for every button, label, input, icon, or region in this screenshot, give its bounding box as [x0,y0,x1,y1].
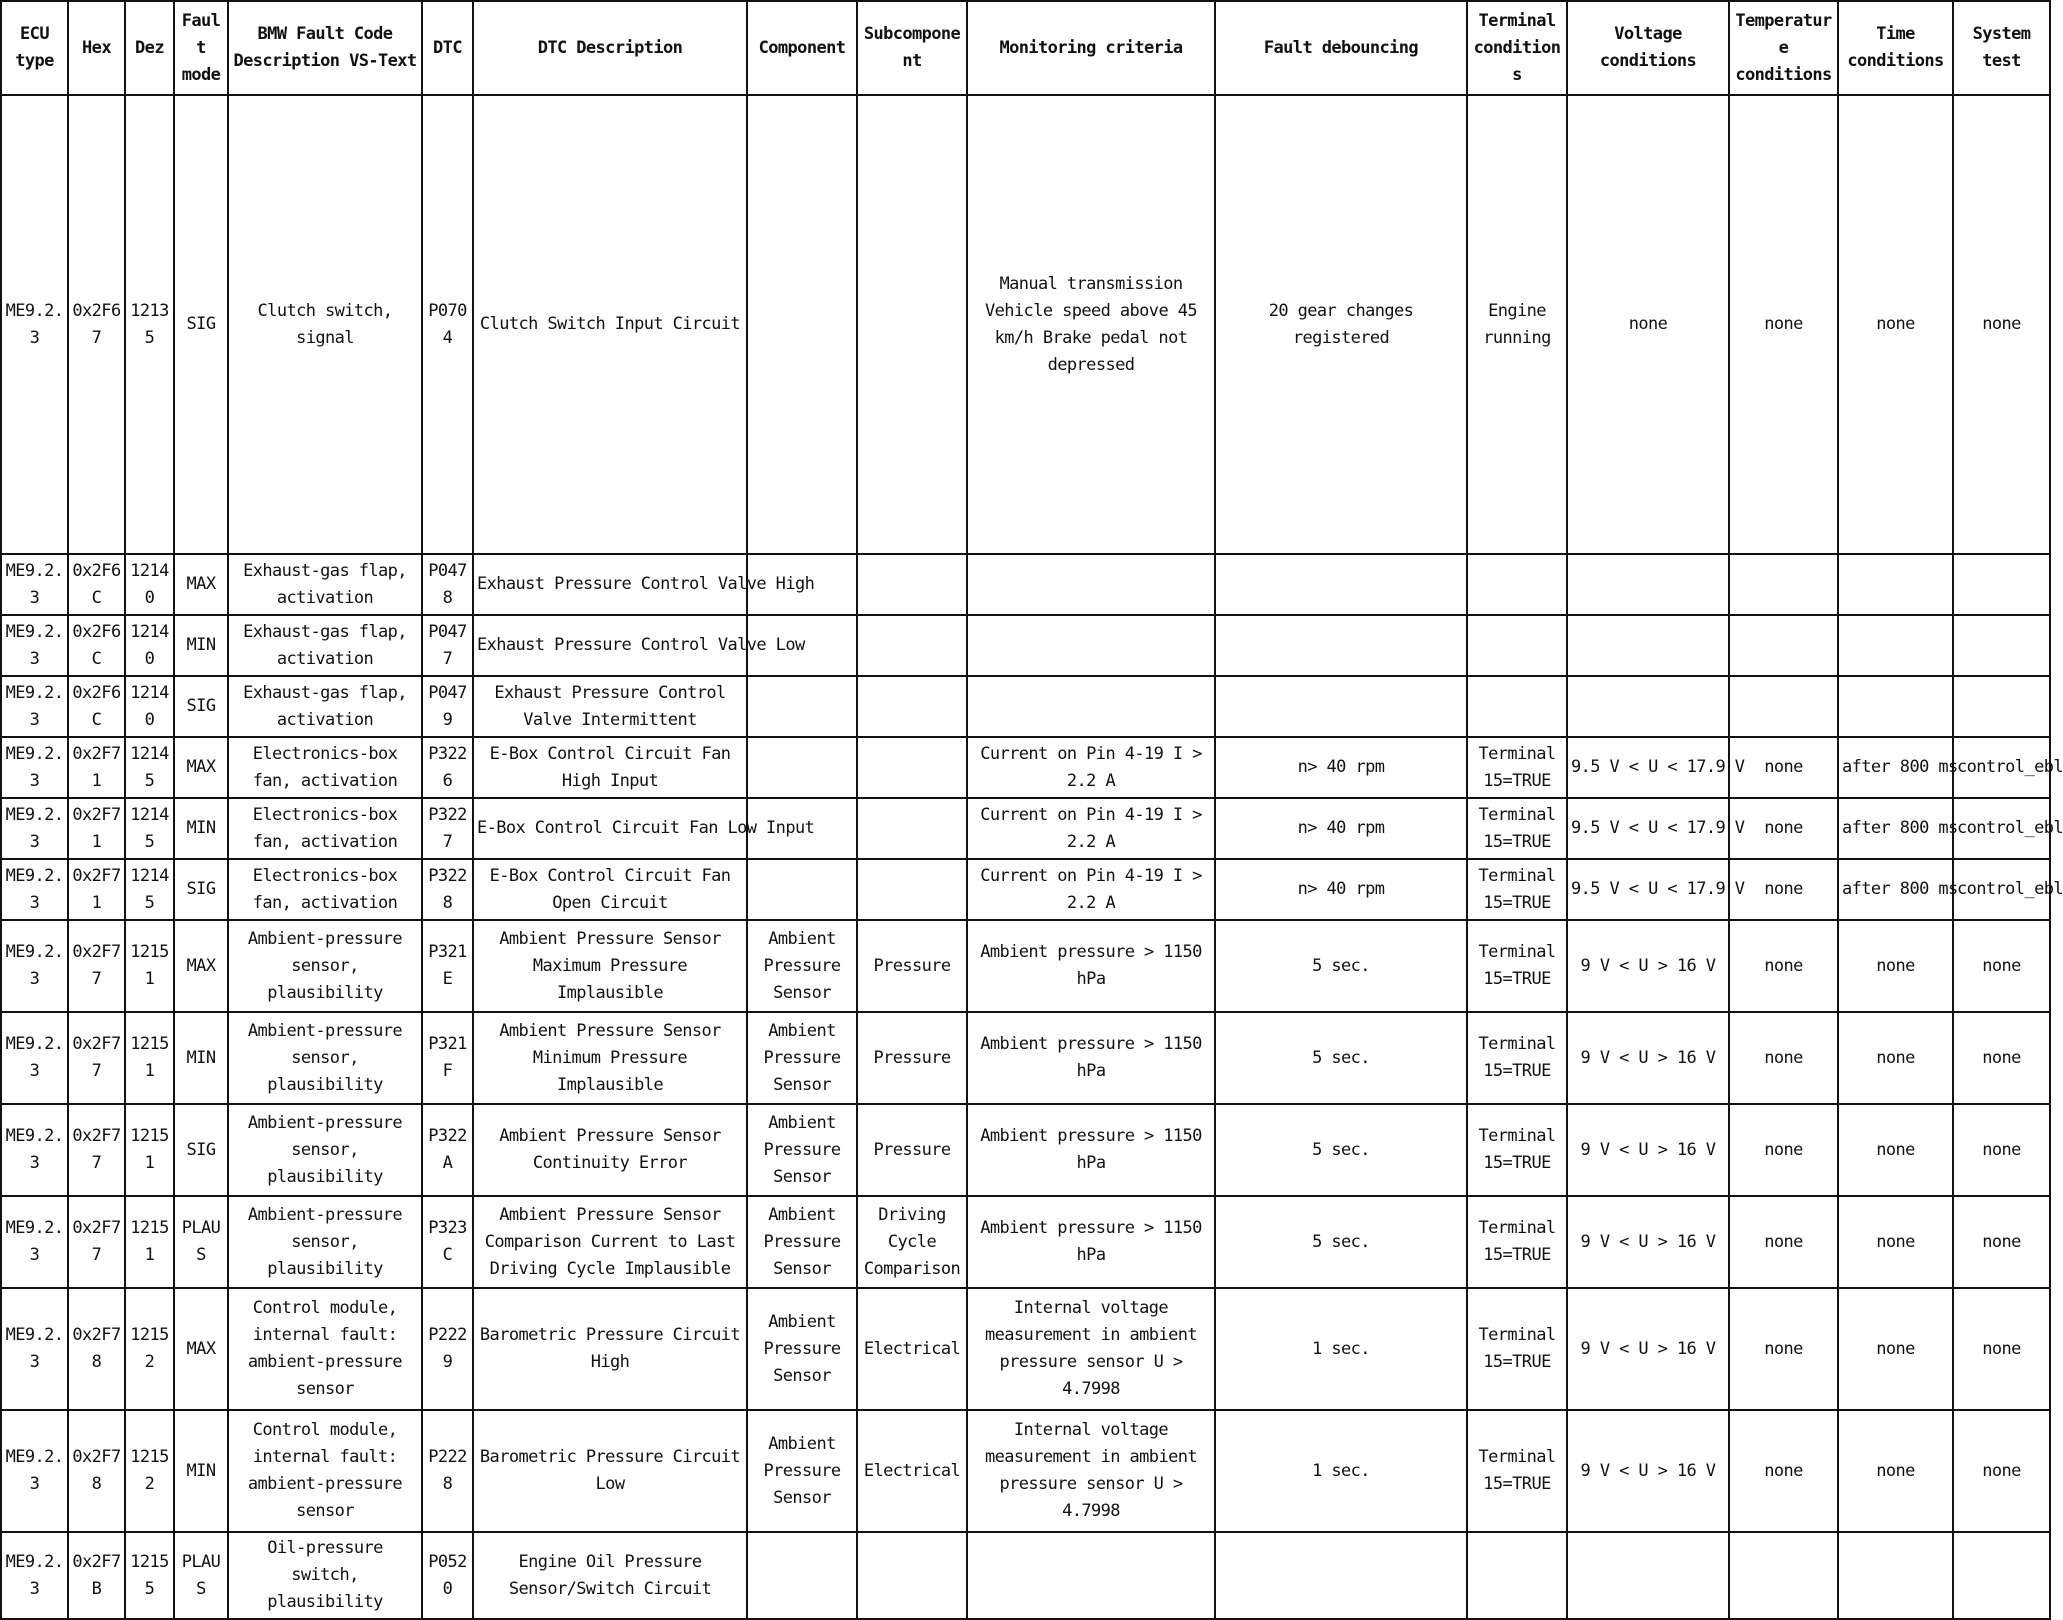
cell-bmw-description: Electronics-box fan, activation [228,798,422,859]
cell-ecu-type: ME9.2.3 [1,920,68,1012]
cell-fault-debouncing: n> 40 rpm [1215,737,1467,798]
cell-dez: 12151 [125,1196,174,1288]
cell-subcomponent [857,95,967,554]
cell-dez: 12151 [125,1104,174,1196]
cell-fault-debouncing: 1 sec. [1215,1410,1467,1532]
cell-terminal-conditions: Terminal 15=TRUE [1467,798,1567,859]
header-row [1,1,2050,95]
cell-dez: 12140 [125,615,174,676]
cell-dez: 12152 [125,1288,174,1410]
cell-ecu-type: ME9.2.3 [1,1410,68,1532]
cell-dtc-description: E-Box Control Circuit Fan Low Input [473,798,747,859]
cell-dtc: P323C [422,1196,473,1288]
cell-system-test: none [1953,920,2050,1012]
cell-system-test [1953,1532,2050,1619]
cell-terminal-conditions: Terminal 15=TRUE [1467,1196,1567,1288]
cell-monitoring-criteria: Ambient pressure > 1150 hPa [967,1196,1215,1288]
cell-fault-mode: MAX [174,1288,228,1410]
cell-system-test: none [1953,1410,2050,1532]
cell-terminal-conditions [1467,615,1567,676]
cell-dtc-description: Ambient Pressure Sensor Comparison Current to Last Driving Cycle Implausible [473,1196,747,1288]
table-row [1,1288,2050,1410]
table-row [1,920,2050,1012]
header-component: Component [747,1,857,95]
cell-temperature-conditions: none [1729,1196,1838,1288]
cell-time-conditions: after 800 ms [1838,737,1953,798]
cell-temperature-conditions: none [1729,95,1838,554]
cell-hex: 0x2F67 [68,95,125,554]
cell-time-conditions: none [1838,1012,1953,1104]
cell-system-test [1953,676,2050,737]
cell-ecu-type: ME9.2.3 [1,554,68,615]
cell-voltage-conditions: 9 V < U > 16 V [1567,1288,1729,1410]
cell-dez: 12145 [125,798,174,859]
cell-voltage-conditions [1567,676,1729,737]
cell-terminal-conditions: Terminal 15=TRUE [1467,920,1567,1012]
cell-fault-mode: MIN [174,615,228,676]
header-monitoring-criteria: Monitoring criteria [967,1,1215,95]
cell-fault-debouncing [1215,615,1467,676]
cell-temperature-conditions [1729,676,1838,737]
cell-terminal-conditions [1467,676,1567,737]
cell-dtc-description: Engine Oil Pressure Sensor/Switch Circuit [473,1532,747,1619]
cell-dez: 12155 [125,1532,174,1619]
cell-dez: 12145 [125,737,174,798]
cell-time-conditions: none [1838,95,1953,554]
cell-dtc-description: Ambient Pressure Sensor Minimum Pressure Implausible [473,1012,747,1104]
cell-component [747,676,857,737]
cell-subcomponent [857,615,967,676]
cell-voltage-conditions: 9 V < U > 16 V [1567,920,1729,1012]
cell-ecu-type: ME9.2.3 [1,676,68,737]
cell-ecu-type: ME9.2.3 [1,95,68,554]
cell-component: Ambient Pressure Sensor [747,1410,857,1532]
header-voltage-conditions: Voltage conditions [1567,1,1729,95]
table-body [1,95,2063,1619]
cell-fault-mode: SIG [174,1104,228,1196]
cell-voltage-conditions [1567,615,1729,676]
cell-subcomponent: Pressure [857,920,967,1012]
cell-ecu-type: ME9.2.3 [1,798,68,859]
cell-subcomponent [857,1532,967,1619]
cell-dtc: P3227 [422,798,473,859]
cell-time-conditions [1838,554,1953,615]
header-fault-debouncing: Fault debouncing [1215,1,1467,95]
cell-bmw-description: Ambient-pressure sensor, plausibility [228,1104,422,1196]
cell-time-conditions [1838,615,1953,676]
cell-time-conditions: none [1838,920,1953,1012]
cell-monitoring-criteria: Current on Pin 4-19 I > 2.2 A [967,737,1215,798]
cell-fault-debouncing [1215,1532,1467,1619]
cell-monitoring-criteria: Manual transmission Vehicle speed above 45 km/h Brake pedal not depressed [967,95,1215,554]
cell-terminal-conditions: Terminal 15=TRUE [1467,859,1567,920]
cell-fault-debouncing [1215,554,1467,615]
cell-temperature-conditions: none [1729,1288,1838,1410]
cell-time-conditions: none [1838,1196,1953,1288]
cell-ecu-type: ME9.2.3 [1,1104,68,1196]
cell-bmw-description: Electronics-box fan, activation [228,859,422,920]
cell-subcomponent [857,676,967,737]
cell-monitoring-criteria [967,1532,1215,1619]
header-fault-mode: Fault mode [174,1,228,95]
cell-subcomponent [857,554,967,615]
cell-voltage-conditions: 9.5 V < U < 17.9 V [1567,859,1729,920]
cell-dtc-description: Ambient Pressure Sensor Maximum Pressure Implausible [473,920,747,1012]
cell-subcomponent: Driving Cycle Comparison [857,1196,967,1288]
cell-dtc: P3226 [422,737,473,798]
cell-monitoring-criteria: Ambient pressure > 1150 hPa [967,1104,1215,1196]
cell-dtc: P0477 [422,615,473,676]
cell-hex: 0x2F6C [68,676,125,737]
cell-system-test: none [1953,95,2050,554]
header-bmw-description: BMW Fault Code Description VS-Text [228,1,422,95]
cell-dtc-description: Barometric Pressure Circuit High [473,1288,747,1410]
cell-component [747,95,857,554]
cell-hex: 0x2F71 [68,859,125,920]
cell-temperature-conditions: none [1729,1410,1838,1532]
cell-dtc: P0704 [422,95,473,554]
cell-subcomponent: Pressure [857,1012,967,1104]
cell-monitoring-criteria [967,554,1215,615]
cell-dtc-description: E-Box Control Circuit Fan High Input [473,737,747,798]
cell-bmw-description: Oil-pressure switch, plausibility [228,1532,422,1619]
cell-component [747,1532,857,1619]
cell-monitoring-criteria: Internal voltage measurement in ambient pressure sensor U > 4.7998 [967,1288,1215,1410]
cell-fault-debouncing: 5 sec. [1215,920,1467,1012]
cell-subcomponent [857,798,967,859]
cell-subcomponent [857,859,967,920]
cell-fault-debouncing: 5 sec. [1215,1196,1467,1288]
header-dez: Dez [125,1,174,95]
cell-dtc-description: Exhaust Pressure Control Valve Low [473,615,747,676]
table-row [1,798,2050,859]
cell-terminal-conditions [1467,1532,1567,1619]
cell-terminal-conditions: Terminal 15=TRUE [1467,1410,1567,1532]
cell-bmw-description: Exhaust-gas flap, activation [228,554,422,615]
table-row [1,1012,2050,1104]
cell-temperature-conditions [1729,615,1838,676]
table-row [1,1532,2050,1619]
cell-dtc-description: Barometric Pressure Circuit Low [473,1410,747,1532]
cell-system-test [1953,615,2050,676]
cell-subcomponent [857,737,967,798]
cell-hex: 0x2F7B [68,1532,125,1619]
cell-system-test: none [1953,1288,2050,1410]
cell-dtc-description: Exhaust Pressure Control Valve Intermittent [473,676,747,737]
cell-terminal-conditions: Terminal 15=TRUE [1467,737,1567,798]
table-row [1,1104,2050,1196]
table-row [1,554,2050,615]
cell-terminal-conditions [1467,554,1567,615]
header-ecu-type: ECU type [1,1,68,95]
cell-fault-debouncing: 1 sec. [1215,1288,1467,1410]
cell-fault-debouncing: 5 sec. [1215,1104,1467,1196]
cell-voltage-conditions [1567,1532,1729,1619]
cell-bmw-description: Exhaust-gas flap, activation [228,676,422,737]
cell-temperature-conditions [1729,554,1838,615]
cell-fault-mode: MAX [174,920,228,1012]
cell-component: Ambient Pressure Sensor [747,1104,857,1196]
cell-fault-debouncing: n> 40 rpm [1215,798,1467,859]
cell-terminal-conditions: Terminal 15=TRUE [1467,1104,1567,1196]
cell-voltage-conditions [1567,554,1729,615]
cell-dez: 12152 [125,1410,174,1532]
cell-dez: 12140 [125,676,174,737]
cell-fault-mode: SIG [174,859,228,920]
header-dtc: DTC [422,1,473,95]
cell-dez: 12151 [125,1012,174,1104]
cell-dtc-description: Ambient Pressure Sensor Continuity Error [473,1104,747,1196]
cell-bmw-description: Electronics-box fan, activation [228,737,422,798]
cell-voltage-conditions: none [1567,95,1729,554]
cell-hex: 0x2F77 [68,1104,125,1196]
cell-subcomponent: Electrical [857,1410,967,1532]
cell-fault-debouncing: 20 gear changes registered [1215,95,1467,554]
header-temperature-conditions: Temperature conditions [1729,1,1838,95]
cell-temperature-conditions: none [1729,859,1838,920]
cell-temperature-conditions: none [1729,1104,1838,1196]
cell-component: Ambient Pressure Sensor [747,1012,857,1104]
cell-bmw-description: Ambient-pressure sensor, plausibility [228,1196,422,1288]
cell-monitoring-criteria: Current on Pin 4-19 I > 2.2 A [967,859,1215,920]
cell-dtc: P3228 [422,859,473,920]
cell-hex: 0x2F6C [68,554,125,615]
header-time-conditions: Time conditions [1838,1,1953,95]
cell-system-test: control_ebl [1953,798,2050,859]
cell-voltage-conditions: 9 V < U > 16 V [1567,1012,1729,1104]
cell-hex: 0x2F71 [68,798,125,859]
cell-fault-mode: MIN [174,1410,228,1532]
cell-voltage-conditions: 9 V < U > 16 V [1567,1410,1729,1532]
cell-component: Ambient Pressure Sensor [747,1196,857,1288]
cell-terminal-conditions: Engine running [1467,95,1567,554]
cell-component: Ambient Pressure Sensor [747,920,857,1012]
table-row [1,859,2050,920]
cell-bmw-description: Ambient-pressure sensor, plausibility [228,1012,422,1104]
cell-time-conditions: none [1838,1104,1953,1196]
cell-bmw-description: Control module, internal fault: ambient-pressure sensor [228,1288,422,1410]
cell-monitoring-criteria [967,615,1215,676]
cell-dez: 12140 [125,554,174,615]
header-dtc-description: DTC Description [473,1,747,95]
cell-dtc: P322A [422,1104,473,1196]
cell-dtc: P0479 [422,676,473,737]
cell-voltage-conditions: 9 V < U > 16 V [1567,1104,1729,1196]
cell-fault-debouncing [1215,676,1467,737]
cell-terminal-conditions: Terminal 15=TRUE [1467,1288,1567,1410]
cell-fault-mode: PLAUS [174,1196,228,1288]
table-row [1,95,2050,554]
header-terminal-conditions: Terminal conditions [1467,1,1567,95]
cell-ecu-type: ME9.2.3 [1,615,68,676]
cell-system-test: none [1953,1012,2050,1104]
cell-monitoring-criteria: Ambient pressure > 1150 hPa [967,1012,1215,1104]
cell-subcomponent: Electrical [857,1288,967,1410]
cell-dtc: P321E [422,920,473,1012]
cell-temperature-conditions: none [1729,920,1838,1012]
cell-system-test: control_ebl [1953,859,2050,920]
table-row [1,1410,2050,1532]
cell-dtc: P0478 [422,554,473,615]
cell-fault-debouncing: n> 40 rpm [1215,859,1467,920]
cell-dtc: P2229 [422,1288,473,1410]
table-header [1,1,2050,95]
header-hex: Hex [68,1,125,95]
cell-dtc: P0520 [422,1532,473,1619]
cell-time-conditions: none [1838,1288,1953,1410]
cell-monitoring-criteria: Ambient pressure > 1150 hPa [967,920,1215,1012]
cell-dtc-description: Clutch Switch Input Circuit [473,95,747,554]
table-row [1,615,2050,676]
header-subcomponent: Subcomponent [857,1,967,95]
cell-system-test: none [1953,1104,2050,1196]
cell-fault-debouncing: 5 sec. [1215,1012,1467,1104]
cell-dez: 12145 [125,859,174,920]
table-row [1,676,2050,737]
cell-ecu-type: ME9.2.3 [1,737,68,798]
cell-fault-mode: MAX [174,737,228,798]
cell-system-test: control_ebl [1953,737,2050,798]
cell-fault-mode: PLAUS [174,1532,228,1619]
cell-hex: 0x2F71 [68,737,125,798]
cell-hex: 0x2F77 [68,1196,125,1288]
cell-dtc: P321F [422,1012,473,1104]
cell-hex: 0x2F78 [68,1410,125,1532]
cell-voltage-conditions: 9.5 V < U < 17.9 V [1567,798,1729,859]
cell-time-conditions [1838,1532,1953,1619]
cell-hex: 0x2F78 [68,1288,125,1410]
cell-temperature-conditions: none [1729,737,1838,798]
cell-dtc-description: E-Box Control Circuit Fan Open Circuit [473,859,747,920]
cell-monitoring-criteria: Current on Pin 4-19 I > 2.2 A [967,798,1215,859]
table-row [1,737,2050,798]
cell-fault-mode: MIN [174,798,228,859]
cell-fault-mode: SIG [174,676,228,737]
cell-hex: 0x2F77 [68,1012,125,1104]
cell-hex: 0x2F6C [68,615,125,676]
cell-time-conditions: none [1838,1410,1953,1532]
header-system-test: System test [1953,1,2050,95]
cell-fault-mode: MAX [174,554,228,615]
cell-component: Ambient Pressure Sensor [747,1288,857,1410]
cell-bmw-description: Exhaust-gas flap, activation [228,615,422,676]
cell-fault-mode: MIN [174,1012,228,1104]
cell-system-test [1953,554,2050,615]
cell-ecu-type: ME9.2.3 [1,1196,68,1288]
cell-temperature-conditions [1729,1532,1838,1619]
cell-bmw-description: Clutch switch, signal [228,95,422,554]
cell-terminal-conditions: Terminal 15=TRUE [1467,1012,1567,1104]
cell-temperature-conditions: none [1729,1012,1838,1104]
cell-voltage-conditions: 9.5 V < U < 17.9 V [1567,737,1729,798]
cell-system-test: none [1953,1196,2050,1288]
cell-dtc: P2228 [422,1410,473,1532]
cell-hex: 0x2F77 [68,920,125,1012]
cell-time-conditions: after 800 ms [1838,798,1953,859]
cell-time-conditions: after 800 ms [1838,859,1953,920]
cell-monitoring-criteria [967,676,1215,737]
cell-dez: 12135 [125,95,174,554]
cell-ecu-type: ME9.2.3 [1,1532,68,1619]
table-row [1,1196,2050,1288]
cell-dez: 12151 [125,920,174,1012]
cell-ecu-type: ME9.2.3 [1,859,68,920]
cell-component [747,859,857,920]
cell-time-conditions [1838,676,1953,737]
cell-temperature-conditions: none [1729,798,1838,859]
cell-subcomponent: Pressure [857,1104,967,1196]
cell-dtc-description: Exhaust Pressure Control Valve High [473,554,747,615]
cell-fault-mode: SIG [174,95,228,554]
cell-voltage-conditions: 9 V < U > 16 V [1567,1196,1729,1288]
cell-ecu-type: ME9.2.3 [1,1012,68,1104]
cell-component [747,737,857,798]
cell-monitoring-criteria: Internal voltage measurement in ambient pressure sensor U > 4.7998 [967,1410,1215,1532]
cell-bmw-description: Control module, internal fault: ambient-pressure sensor [228,1410,422,1532]
cell-bmw-description: Ambient-pressure sensor, plausibility [228,920,422,1012]
cell-ecu-type: ME9.2.3 [1,1288,68,1410]
